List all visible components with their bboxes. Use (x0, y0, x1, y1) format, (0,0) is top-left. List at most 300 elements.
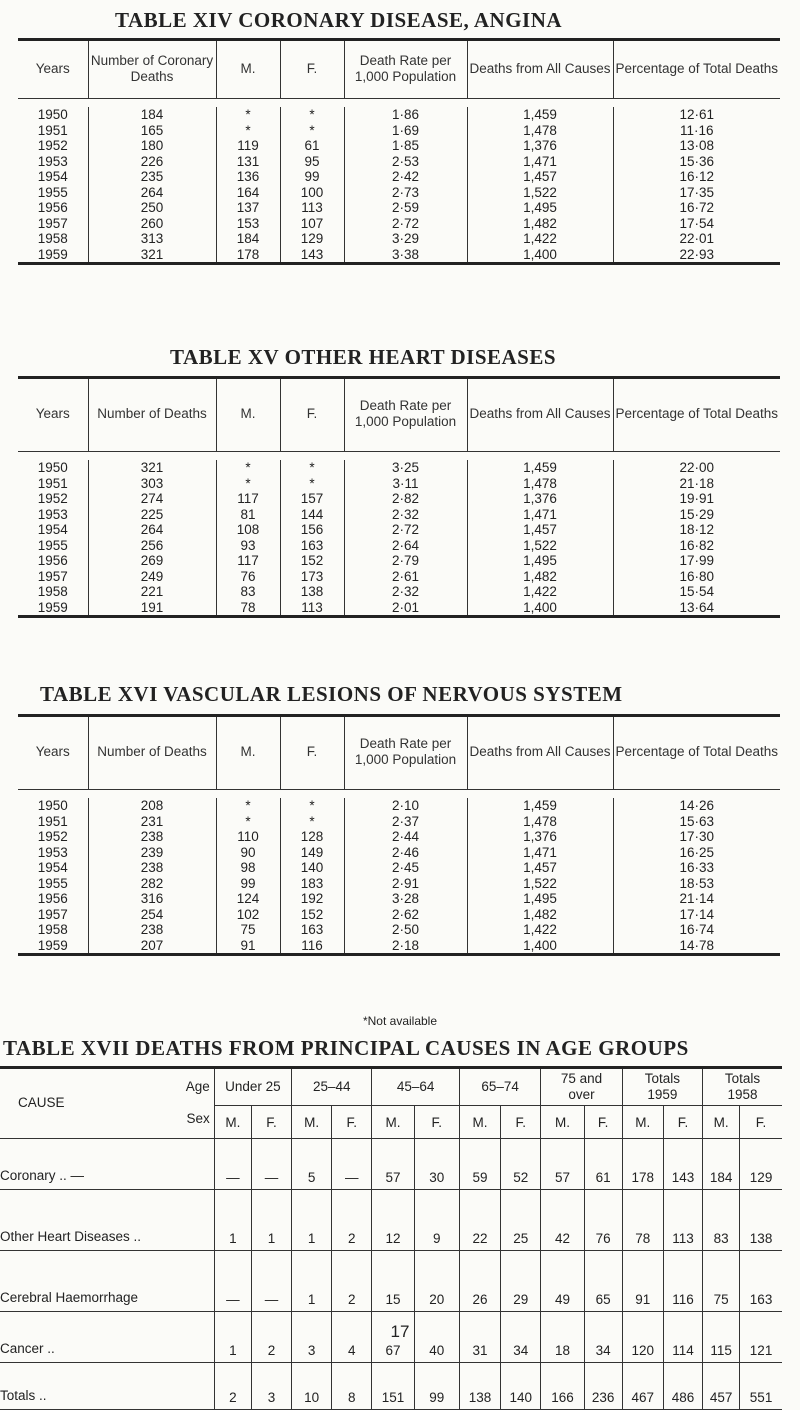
table-cell: 1,471 (467, 507, 613, 523)
table-cell: * (280, 460, 344, 476)
cause-cell: Coronary .. — (0, 1139, 214, 1190)
table-cell: 236 (584, 1363, 622, 1410)
table-cell: 1954 (37, 522, 68, 537)
table-row (18, 476, 780, 492)
sex-header: M. (703, 1106, 740, 1139)
table-cell: 191 (88, 600, 216, 617)
table-cell: 15·54 (613, 584, 780, 600)
table-cell: 1,495 (467, 891, 613, 907)
table-cell: 65 (584, 1251, 622, 1312)
table-cell: 2·82 (344, 491, 467, 507)
table-cell: 40 (414, 1312, 459, 1363)
table-cell: 108 (216, 522, 280, 538)
table-cell: 1955 (37, 875, 68, 891)
table-cell: 303 (88, 476, 216, 492)
table-cell: 95 (280, 154, 344, 170)
table-cell: 316 (88, 891, 216, 907)
table-cell: 164 (216, 185, 280, 201)
table-cell: 129 (740, 1139, 782, 1190)
table-cell: 119 (216, 138, 280, 154)
table-xiv-title: TABLE XIV CORONARY DISEASE, ANGINA (115, 8, 563, 32)
table-cell: 1,459 (467, 107, 613, 123)
table-cell: 18·12 (613, 522, 780, 538)
footnote: *Not available (362, 1014, 438, 1028)
table-row (18, 216, 780, 232)
table-cell: 2·91 (344, 876, 467, 892)
table-row (18, 138, 780, 154)
table-cell: 2·32 (344, 507, 467, 523)
table-cell: 138 (280, 584, 344, 600)
table-row (18, 247, 780, 264)
table-cell: 143 (280, 247, 344, 264)
table-row (18, 600, 780, 617)
table-cell: 1,459 (467, 798, 613, 814)
column-header: F. (280, 40, 344, 99)
table-cell: 1 (251, 1190, 291, 1251)
table-cell: 249 (88, 569, 216, 585)
sex-header: M. (372, 1106, 414, 1139)
table-cell: 16·12 (613, 169, 780, 185)
table-cell: * (216, 798, 280, 814)
table-cell: * (280, 798, 344, 814)
table-cell: 183 (280, 876, 344, 892)
table-cell: 107 (280, 216, 344, 232)
table-cell: 2·32 (344, 584, 467, 600)
table-xvi (18, 714, 780, 956)
table-cell: 140 (501, 1363, 541, 1410)
table-cell: 1958 (37, 922, 68, 937)
table-cell: 235 (88, 169, 216, 185)
table-cell: 16·74 (613, 922, 780, 938)
table-row (18, 460, 780, 476)
table-cell: 22·01 (613, 231, 780, 247)
table-cell: 67 (372, 1312, 414, 1363)
table-cell: 153 (216, 216, 280, 232)
table-cell: 22·93 (613, 247, 780, 264)
table-cell: * (216, 814, 280, 830)
table-cell: 1952 (37, 138, 68, 153)
table-cell: 1958 (37, 231, 68, 246)
table-cell: 238 (88, 922, 216, 938)
table-cell: 2·01 (344, 600, 467, 617)
table-cell: 16·72 (613, 200, 780, 216)
table-cell: 1,482 (467, 907, 613, 923)
table-cell: 78 (622, 1190, 663, 1251)
table-row (0, 1363, 782, 1410)
table-cell: 1,376 (467, 138, 613, 154)
table-cell: 1956 (37, 891, 68, 906)
age-group-header: Totals 1959 (622, 1068, 702, 1106)
table-cell: 1,400 (467, 938, 613, 955)
table-cell: 1,422 (467, 922, 613, 938)
cause-header (0, 1068, 214, 1139)
table-cell: 166 (541, 1363, 584, 1410)
table-cell: 1,522 (467, 185, 613, 201)
table-cell: 98 (216, 860, 280, 876)
column-header: Number of Coronary Deaths (88, 40, 216, 99)
table-cell: 264 (88, 522, 216, 538)
table-row (0, 1190, 782, 1251)
table-cell: 1·85 (344, 138, 467, 154)
table-cell: 26 (459, 1251, 500, 1312)
column-header: Deaths from All Causes (467, 716, 613, 790)
table-cell: 152 (280, 907, 344, 923)
table-cell: 116 (280, 938, 344, 955)
table-cell: 129 (280, 231, 344, 247)
sex-header: M. (622, 1106, 663, 1139)
table-cell: 102 (216, 907, 280, 923)
table-cell: 1,495 (467, 200, 613, 216)
table-cell: 1 (214, 1190, 251, 1251)
table-cell: * (216, 476, 280, 492)
table-cell: 99 (216, 876, 280, 892)
table-cell: 457 (703, 1363, 740, 1410)
table-cell: 16·25 (613, 845, 780, 861)
table-cell: 12·61 (613, 107, 780, 123)
table-cell: 10 (292, 1363, 332, 1410)
table-cell: 321 (88, 247, 216, 264)
table-cell: 2·37 (344, 814, 467, 830)
page-number: 17 (390, 1322, 410, 1341)
table-cell: 163 (740, 1251, 782, 1312)
table-cell: * (280, 123, 344, 139)
age-group-header: Under 25 (214, 1068, 291, 1106)
table-cell: 13·64 (613, 600, 780, 617)
table-xv (18, 376, 780, 618)
table-cell: 2·50 (344, 922, 467, 938)
table-cell: 110 (216, 829, 280, 845)
table-cell: — (214, 1251, 251, 1312)
table-cell: * (216, 123, 280, 139)
age-group-header: Totals 1958 (703, 1068, 782, 1106)
table-row (18, 553, 780, 569)
table-cell: 2 (332, 1190, 372, 1251)
table-row (18, 231, 780, 247)
table-cell: 61 (280, 138, 344, 154)
table-row (18, 200, 780, 216)
cause-cell: Cerebral Haemorrhage (0, 1251, 214, 1312)
table-cell: 3·11 (344, 476, 467, 492)
table-cell: * (216, 460, 280, 476)
table-cell: 1,478 (467, 123, 613, 139)
table-cell: 1955 (37, 537, 68, 553)
table-cell: 136 (216, 169, 280, 185)
table-cell: 1,457 (467, 860, 613, 876)
table-cell: 2·64 (344, 538, 467, 554)
table-row (18, 491, 780, 507)
table-cell: 1,400 (467, 600, 613, 617)
age-group-header: 65–74 (459, 1068, 540, 1106)
table-cell: 2·61 (344, 569, 467, 585)
table-cell: 2·42 (344, 169, 467, 185)
sex-header: M. (541, 1106, 584, 1139)
table-row (18, 185, 780, 201)
table-row (18, 123, 780, 139)
table-row (18, 814, 780, 830)
table-cell: 9 (414, 1190, 459, 1251)
age-group-header: 45–64 (372, 1068, 460, 1106)
table-cell: 2·72 (344, 216, 467, 232)
table-cell: 14·26 (613, 798, 780, 814)
table-cell: 75 (703, 1251, 740, 1312)
table-cell: 2·18 (344, 938, 467, 955)
table-cell: 113 (280, 200, 344, 216)
table-cell: 1 (214, 1312, 251, 1363)
table-cell: 3·38 (344, 247, 467, 264)
table-cell: 115 (703, 1312, 740, 1363)
table-cell: 225 (88, 507, 216, 523)
table-cell: 1955 (37, 184, 68, 200)
table-cell: 52 (501, 1139, 541, 1190)
cause-cell: Other Heart Diseases .. (0, 1190, 214, 1251)
table-cell: 25 (501, 1190, 541, 1251)
table-cell: 1951 (37, 122, 68, 138)
age-group-header: 25–44 (292, 1068, 372, 1106)
table-cell: 151 (372, 1363, 414, 1410)
table-row (18, 860, 780, 876)
table-cell: 157 (280, 491, 344, 507)
table-cell: 1,459 (467, 460, 613, 476)
table-cell: 42 (541, 1190, 584, 1251)
table-cell: 163 (280, 538, 344, 554)
table-cell: 143 (663, 1139, 702, 1190)
column-header: M. (216, 378, 280, 452)
table-cell: 2 (214, 1363, 251, 1410)
table-cell: 34 (584, 1312, 622, 1363)
table-cell: 239 (88, 845, 216, 861)
table-cell: 57 (372, 1139, 414, 1190)
table-cell: 34 (501, 1312, 541, 1363)
table-cell: 184 (88, 107, 216, 123)
table-cell: 1 (292, 1251, 332, 1312)
table-cell: 1956 (37, 200, 68, 215)
table-cell: 57 (541, 1139, 584, 1190)
table-cell: 1957 (37, 568, 68, 584)
table-cell: 49 (541, 1251, 584, 1312)
table-cell: 1,471 (467, 154, 613, 170)
table-cell: 1950 (37, 460, 68, 475)
table-cell: 1,522 (467, 538, 613, 554)
table-cell: 99 (414, 1363, 459, 1410)
table-cell: 2·10 (344, 798, 467, 814)
table-cell: 117 (216, 553, 280, 569)
table-cell: * (280, 476, 344, 492)
table-cell: 231 (88, 814, 216, 830)
table-cell: 19·91 (613, 491, 780, 507)
table-cell: 1957 (37, 906, 68, 922)
table-cell: 17·54 (613, 216, 780, 232)
table-cell: 184 (703, 1139, 740, 1190)
table-row (18, 538, 780, 554)
table-row (18, 154, 780, 170)
age-label: Age (185, 1079, 210, 1094)
column-header: Death Rate per 1,000 Population (344, 40, 467, 99)
table-cell: 1,478 (467, 814, 613, 830)
table-cell: 2·45 (344, 860, 467, 876)
table-cell: 156 (280, 522, 344, 538)
table-cell: 124 (216, 891, 280, 907)
table-cell: 192 (280, 891, 344, 907)
table-cell: 83 (216, 584, 280, 600)
table-cell: 1,400 (467, 247, 613, 264)
table-cell: 61 (584, 1139, 622, 1190)
table-row (18, 829, 780, 845)
table-cell: 8 (332, 1363, 372, 1410)
table-cell: 14·78 (613, 938, 780, 955)
cause-label: CAUSE (18, 1095, 65, 1110)
table-cell: 4 (332, 1312, 372, 1363)
table-cell: 2·44 (344, 829, 467, 845)
table-cell: 165 (88, 123, 216, 139)
column-header: Years (18, 716, 88, 790)
table-cell: 3·25 (344, 460, 467, 476)
table-cell: 1959 (18, 600, 88, 617)
table-cell: 76 (216, 569, 280, 585)
table-cell: 30 (414, 1139, 459, 1190)
column-header: Death Rate per 1,000 Population (344, 716, 467, 790)
table-cell: 76 (584, 1190, 622, 1251)
table-cell: 75 (216, 922, 280, 938)
table-cell: 113 (280, 600, 344, 617)
column-header: M. (216, 40, 280, 99)
table-row (0, 1139, 782, 1190)
table-cell: 1953 (37, 844, 68, 860)
table-cell: 1952 (37, 491, 68, 506)
table-row (18, 891, 780, 907)
table-cell: 264 (88, 185, 216, 201)
table-xvii-title: TABLE XVII DEATHS FROM PRINCIPAL CAUSES IN AGE GROUPS (3, 1036, 689, 1060)
table-cell: 2·46 (344, 845, 467, 861)
table-cell: * (280, 814, 344, 830)
table-cell: 1 (292, 1190, 332, 1251)
table-cell: 274 (88, 491, 216, 507)
table-cell: 138 (740, 1190, 782, 1251)
table-cell: 1·69 (344, 123, 467, 139)
table-cell: 121 (740, 1312, 782, 1363)
table-row (18, 798, 780, 814)
table-cell: 21·18 (613, 476, 780, 492)
cause-cell: Cancer .. (0, 1312, 214, 1363)
table-cell: 1957 (37, 215, 68, 231)
table-cell: 15·29 (613, 507, 780, 523)
table-cell: 114 (663, 1312, 702, 1363)
table-cell: 250 (88, 200, 216, 216)
table-cell: 180 (88, 138, 216, 154)
table-cell: — (332, 1139, 372, 1190)
table-cell: 128 (280, 829, 344, 845)
table-cell: 1,376 (467, 491, 613, 507)
table-cell: 3 (292, 1312, 332, 1363)
table-cell: 5 (292, 1139, 332, 1190)
column-header: Years (18, 40, 88, 99)
table-cell: 15 (372, 1251, 414, 1312)
table-cell: 3·28 (344, 891, 467, 907)
table-cell: 1,422 (467, 584, 613, 600)
table-cell: 1952 (37, 829, 68, 844)
table-xiv (18, 38, 780, 265)
column-header: M. (216, 716, 280, 790)
age-group-header: 75 and over (541, 1068, 622, 1106)
table-cell: 1,457 (467, 169, 613, 185)
table-cell: 90 (216, 845, 280, 861)
table-cell: 163 (280, 922, 344, 938)
table-cell: 137 (216, 200, 280, 216)
table-row (18, 876, 780, 892)
table-cell: 1951 (37, 813, 68, 829)
table-cell: 144 (280, 507, 344, 523)
table-cell: 83 (703, 1190, 740, 1251)
table-cell: 486 (663, 1363, 702, 1410)
table-cell: 1,522 (467, 876, 613, 892)
table-row (18, 169, 780, 185)
table-row (18, 569, 780, 585)
table-xvi-title: TABLE XVI VASCULAR LESIONS OF NERVOUS SYSTEM (40, 682, 623, 706)
table-cell: 116 (663, 1251, 702, 1312)
table-cell: 1959 (18, 938, 88, 955)
table-cell: 2·59 (344, 200, 467, 216)
table-cell: 184 (216, 231, 280, 247)
column-header: F. (280, 716, 344, 790)
table-cell: 140 (280, 860, 344, 876)
table-cell: 1954 (37, 860, 68, 875)
column-header: Deaths from All Causes (467, 378, 613, 452)
table-cell: 152 (280, 553, 344, 569)
table-cell: 1,471 (467, 845, 613, 861)
table-cell: 100 (280, 185, 344, 201)
sex-header: F. (584, 1106, 622, 1139)
table-cell: 1,482 (467, 216, 613, 232)
table-cell: 1950 (37, 107, 68, 122)
sex-header: F. (251, 1106, 291, 1139)
table-cell: 226 (88, 154, 216, 170)
table-cell: 1950 (37, 798, 68, 813)
table-cell: 117 (216, 491, 280, 507)
table-cell: 78 (216, 600, 280, 617)
table-cell: 17·35 (613, 185, 780, 201)
table-cell: 321 (88, 460, 216, 476)
table-cell: 467 (622, 1363, 663, 1410)
table-cell: 1·86 (344, 107, 467, 123)
table-cell: 1,457 (467, 522, 613, 538)
table-cell: 113 (663, 1190, 702, 1251)
table-cell: 178 (622, 1139, 663, 1190)
table-cell: 16·33 (613, 860, 780, 876)
table-cell: 221 (88, 584, 216, 600)
column-header: Deaths from All Causes (467, 40, 613, 99)
table-cell: 2·53 (344, 154, 467, 170)
sex-header: M. (214, 1106, 251, 1139)
table-cell: 91 (216, 938, 280, 955)
table-xvii (0, 1066, 782, 1410)
table-cell: * (280, 107, 344, 123)
column-header: Years (18, 378, 88, 452)
table-cell: 31 (459, 1312, 500, 1363)
table-cell: 2·72 (344, 522, 467, 538)
table-cell: 2 (251, 1312, 291, 1363)
table-row (18, 107, 780, 123)
table-cell: 282 (88, 876, 216, 892)
table-cell: 1,376 (467, 829, 613, 845)
table-cell: 18·53 (613, 876, 780, 892)
column-header: Number of Deaths (88, 378, 216, 452)
table-row (18, 584, 780, 600)
table-cell: 173 (280, 569, 344, 585)
table-cell: 15·63 (613, 814, 780, 830)
column-header: Percentage of Total Deaths (613, 40, 780, 99)
table-cell: * (216, 107, 280, 123)
table-cell: 149 (280, 845, 344, 861)
table-cell: 131 (216, 154, 280, 170)
